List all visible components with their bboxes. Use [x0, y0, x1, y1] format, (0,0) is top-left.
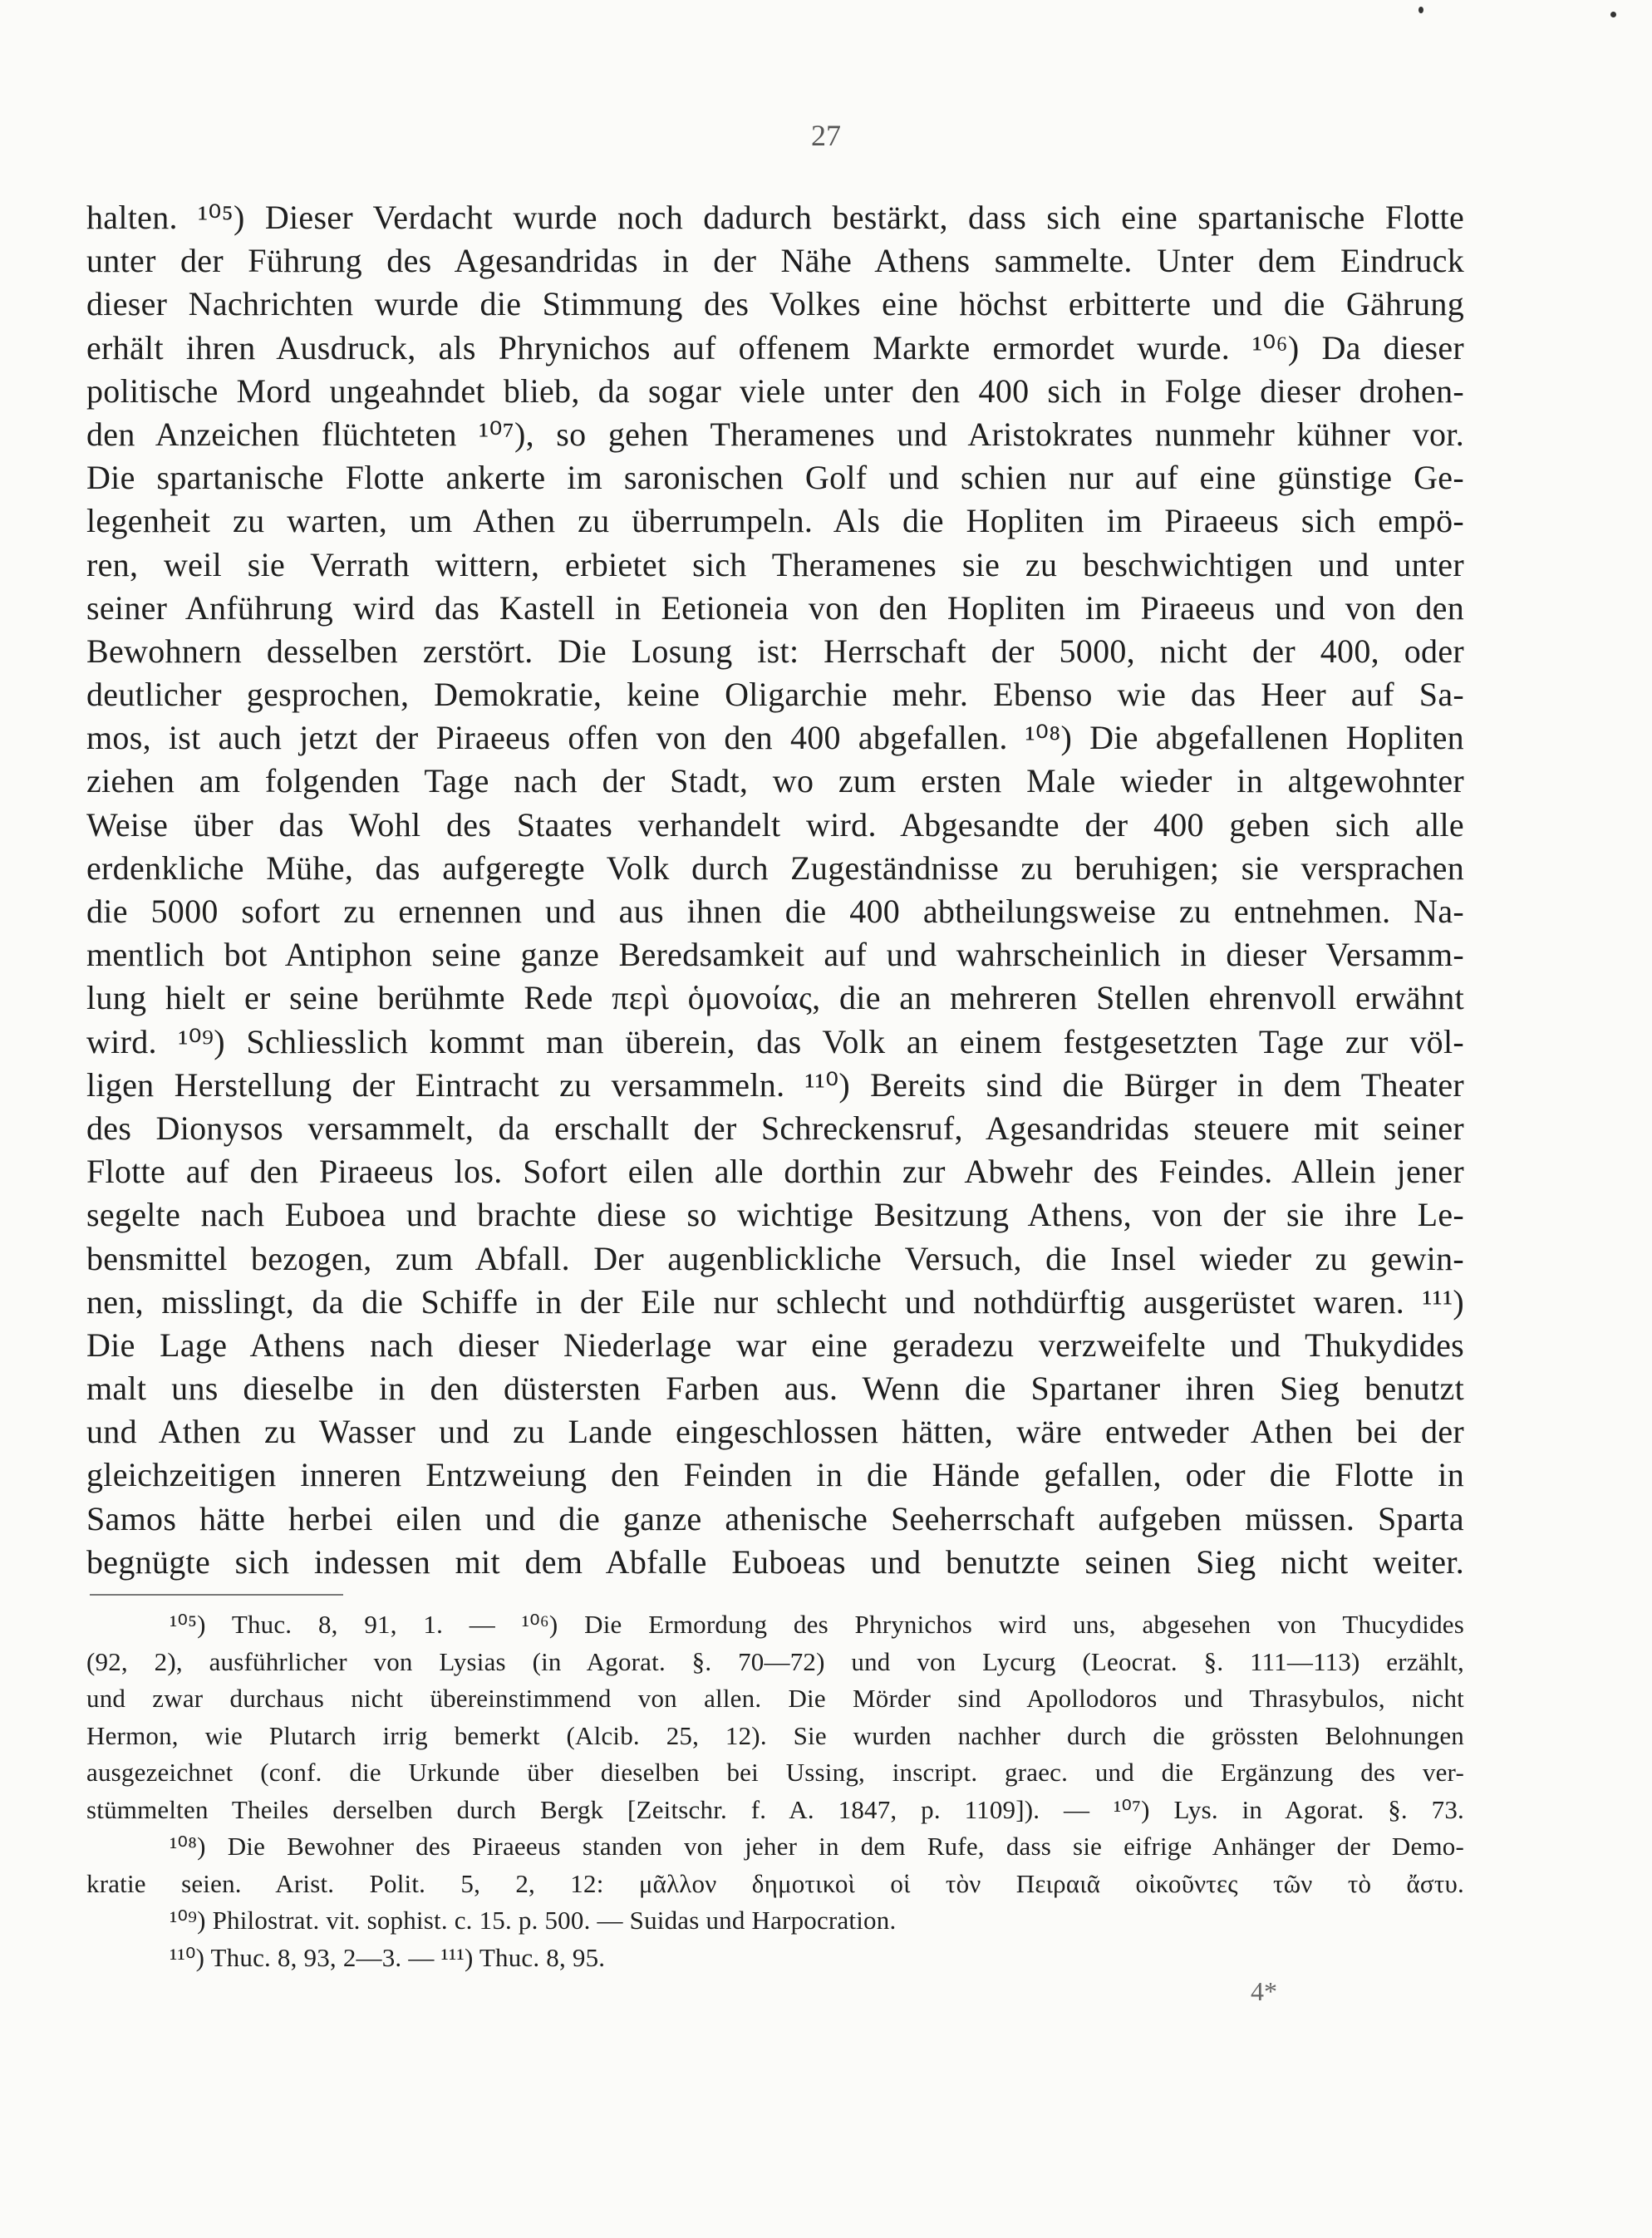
body-line: ligen Herstellung der Eintracht zu versammeln. ¹¹⁰) Bereits sind die Bürger in dem Theater [86, 1065, 1464, 1104]
body-line: politische Mord ungeahndet blieb, da sogar viele unter den 400 sich in Folge dieser drohen- [86, 371, 1464, 410]
body-line: Die Lage Athens nach dieser Niederlage war eine geradezu verzweifelte und Thukydides [86, 1326, 1464, 1364]
body-line: Flotte auf den Piraeeus los. Sofort eilen alle dorthin zur Abwehr des Feindes. Allein jener [86, 1153, 1464, 1191]
footnotes [86, 1606, 1464, 1976]
signature-mark: 4* [1251, 1976, 1277, 2006]
footnote-line: Hermon, wie Plutarch irrig bemerkt (Alcib. 25, 12). Sie wurden nachher durch die grössten Belohnungen [86, 1720, 1464, 1750]
body-line: halten. ¹⁰⁵) Dieser Verdacht wurde noch dadurch bestärkt, dass sich eine spartanische Flotte [86, 199, 1464, 236]
footnote-divider [90, 1594, 343, 1596]
main-text [86, 196, 1464, 1584]
body-line: Weise über das Wohl des Staates verhandelt wird. Abgesandte der 400 geben sich alle [86, 805, 1464, 844]
body-line: Bewohnern desselben zerstört. Die Losung ist: Herrschaft der 5000, nicht der 400, oder [86, 632, 1464, 670]
footnote-line: (92, 2), ausführlicher von Lysias (in Agorat. §. 70—72) und von Lycurg (Leocrat. §. 111—113) erzählt, [86, 1646, 1464, 1676]
scan-speck [1610, 12, 1616, 17]
body-line: erdenkliche Mühe, das aufgeregte Volk durch Zugeständnisse zu beruhigen; sie versprachen [86, 848, 1464, 887]
body-line: mentlich bot Antiphon seine ganze Beredsamkeit auf und wahrscheinlich in dieser Versamm- [86, 936, 1464, 974]
body-line: begnügte sich indessen mit dem Abfalle Euboeas und benutzte seinen Sieg nicht weiter. [86, 1542, 1464, 1581]
body-line: wird. ¹⁰⁹) Schliesslich kommt man überein, das Volk an einem festgesetzten Tage zur völ- [86, 1022, 1464, 1060]
footnote-line: stümmelten Theiles derselben durch Bergk [Zeitschr. f. A. 1847, p. 1109]). — ¹⁰⁷) Lys. in Agorat. §. 73. [86, 1794, 1464, 1824]
body-line: ren, weil sie Verrath wittern, erbietet sich Theramenes sie zu beschwichtigen und unter [86, 545, 1464, 583]
footnote-line: und zwar durchaus nicht übereinstimmend von allen. Die Mörder sind Apollodoros und Thrasybulos, nicht [86, 1684, 1464, 1713]
body-line: ziehen am folgenden Tage nach der Stadt, wo zum ersten Male wieder in altgewohnter [86, 762, 1464, 800]
body-line: den Anzeichen flüchteten ¹⁰⁷), so gehen Theramenes und Aristokrates nunmehr kühner vor. [86, 415, 1464, 453]
body-line: Samos hätte herbei eilen und die ganze athenische Seeherrschaft aufgeben müssen. Sparta [86, 1499, 1464, 1537]
footnote-line: ¹⁰⁸) Die Bewohner des Piraeeus standen von jeher in dem Rufe, dass sie eifrige Anhänger der Demo- [170, 1832, 1464, 1861]
body-line: unter der Führung des Agesandridas in der Nähe Athens sammelte. Unter dem Eindruck [86, 242, 1464, 280]
footnote-line: ¹¹⁰) Thuc. 8, 93, 2—3. — ¹¹¹) Thuc. 8, 95. [170, 1942, 606, 1972]
body-line: erhält ihren Ausdruck, als Phrynichos auf offenem Markte ermordet wurde. ¹⁰⁶) Da dieser [86, 328, 1464, 366]
body-line: des Dionysos versammelt, da erschallt der Schreckensruf, Agesandridas steuere mit seiner [86, 1109, 1464, 1147]
body-line: segelte nach Euboea und brachte diese so wichtige Besitzung Athens, von der sie ihre Le- [86, 1196, 1464, 1234]
body-line: nen, misslingt, da die Schiffe in der Eile nur schlecht und nothdürftig ausgerüstet waren. ¹¹¹) [86, 1282, 1464, 1321]
body-line: deutlicher gesprochen, Demokratie, keine Oligarchie mehr. Ebenso wie das Heer auf Sa- [86, 676, 1464, 714]
page-number: 27 [811, 119, 841, 152]
body-line: malt uns dieselbe in den düstersten Farben aus. Wenn die Spartaner ihren Sieg benutzt [86, 1370, 1464, 1408]
body-line: bensmittel bezogen, zum Abfall. Der augenblickliche Versuch, die Insel wieder zu gewin- [86, 1239, 1464, 1277]
body-line: mos, ist auch jetzt der Piraeeus offen von den 400 abgefallen. ¹⁰⁸) Die abgefallenen Hopliten [86, 719, 1464, 757]
body-line: die 5000 sofort zu ernennen und aus ihnen die 400 abtheilungsweise zu entnehmen. Na- [86, 893, 1464, 930]
body-line: und Athen zu Wasser und zu Lande eingeschlossen hätten, wäre entweder Athen bei der [86, 1413, 1464, 1451]
body-line: lung hielt er seine berühmte Rede περὶ ὁμονοίας, die an mehreren Stellen ehrenvoll erwähnt [86, 979, 1464, 1017]
body-line: legenheit zu warten, um Athen zu überrumpeln. Als die Hopliten im Piraeeus sich empö- [86, 502, 1464, 540]
footnote-line: ¹⁰⁹) Philostrat. vit. sophist. c. 15. p. 500. — Suidas und Harpocration. [170, 1906, 897, 1935]
footnote-line: ¹⁰⁵) Thuc. 8, 91, 1. — ¹⁰⁶) Die Ermordung des Phrynichos wird uns, abgesehen von Thucydides [170, 1610, 1464, 1639]
body-line: seiner Anführung wird das Kastell in Eetioneia von den Hopliten im Piraeeus und von den [86, 588, 1464, 627]
footnote-line: ausgezeichnet (conf. die Urkunde über dieselben bei Ussing, inscript. graec. und die Ergänzung des ver- [86, 1758, 1464, 1787]
body-line: dieser Nachrichten wurde die Stimmung des Volkes eine höchst erbitterte und die Gährung [86, 285, 1464, 323]
body-line: Die spartanische Flotte ankerte im saronischen Golf und schien nur auf eine günstige Ge- [86, 459, 1464, 497]
body-line: gleichzeitigen inneren Entzweiung den Feinden in die Hände gefallen, oder die Flotte in [86, 1456, 1464, 1494]
footnote-line: kratie seien. Arist. Polit. 5, 2, 12: μᾶλλον δημοτικοὶ οἱ τὸν Πειραιᾶ οἰκοῦντες τῶν τὸ ἄστυ. [86, 1868, 1464, 1898]
scan-speck [1418, 7, 1423, 13]
